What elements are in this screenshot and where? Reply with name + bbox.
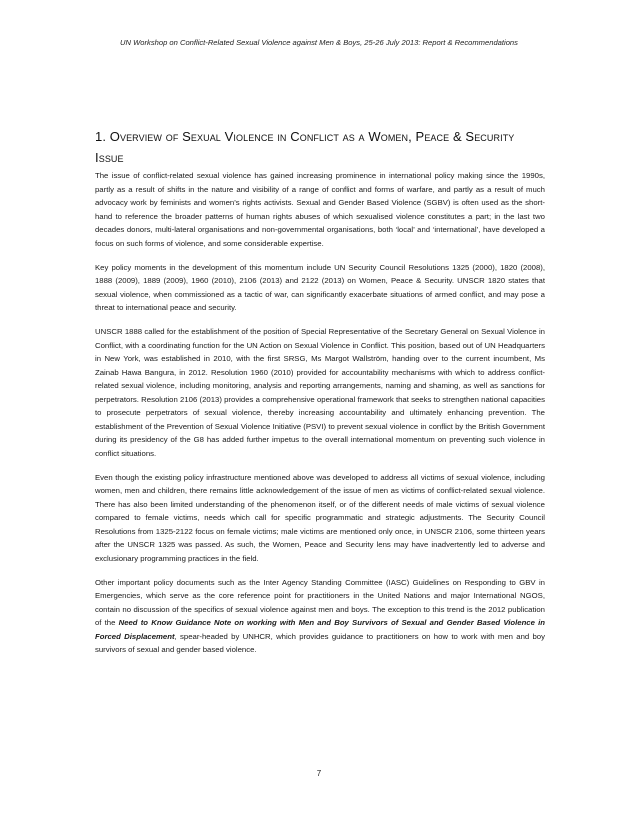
paragraph-unscr-1888: UNSCR 1888 called for the establishment of the position of Special Representative of the Secretary General on Sexual Violence in Conflict, with a coordinating function for the UN Action on Sexual Violence in Conflict. This position, based out of UN Headquarters in New York, was established in 2010, with the first SRSG, Ms Margot Wallström, handing over to the current incumbent, Ms Zainab Hawa Bangura, in 2012. Resolution 1960 (2010) provided for accountability mechanisms with which to address conflict-related sexual violence, including monitoring, analysis and reporting arrangements, naming and shaming, as well as sanctions for perpetrators. Resolution 2106 (2013) provides a comprehensive operational framework that seeks to strengthen national capacities to prosecute perpetrators of sexual violence, thereby increasing accountability and ultimately enhancing prevention. The establishment of the Prevention of Sexual Violence Initiative (PSVI) to prevent sexual violence in conflict by the British Government during its presidency of the G8 has added further impetus to the overall international momentum on preventing such violence in conflict situations.: [95, 327, 545, 458]
page-number: 7: [316, 769, 322, 778]
guidance-note-title: Need to Know Guidance Note on working with Men and Boy Survivors of Sexual and Gender Based Violence in Forced Displacement: [95, 618, 545, 641]
body-text: [95, 169, 545, 667]
running-header: UN Workshop on Conflict-Related Sexual Violence against Men & Boys, 25-26 July 2013: Report & Recommendations: [120, 38, 518, 47]
paragraph-other-documents: [95, 576, 545, 657]
paragraph-text-before: Other important policy documents such as the Inter Agency Standing Committee (IASC) Guidelines on Responding to GBV in Emergencies, which serve as the core reference point for practitioners in the United Nations and major International NGOS, contain no discussion of the specifics of sexual violence against men and boys. The exception to this trend is the 2012 publication of the: [95, 577, 545, 627]
paragraph-text-after: , spear-headed by UNHCR, which provides guidance to practitioners on how to work with men and boy survivors of sexual and gender based violence.: [95, 631, 545, 654]
section-heading: 1. Overview of Sexual Violence in Conflict as a Women, Peace & Security Issue: [95, 129, 515, 165]
paragraph-policy-moments: Key policy moments in the development of this momentum include UN Security Council Resolutions 1325 (2000), 1820 (2008), 1888 (2009), 1889 (2009), 1960 (2010), 2106 (2013) and 2122 (2013) on Women, Peace & Security. UNSCR 1820 states that sexual violence, when commissioned as a tactic of war, can significantly exacerbate situations of armed conflict, and may pose a threat to international peace and security.: [95, 262, 545, 312]
paragraph-male-victims: Even though the existing policy infrastructure mentioned above was developed to address all victims of sexual violence, including women, men and children, there remains little acknowledgement of the issue of men as victims of conflict-related sexual violence. There has also been limited understanding of the phenomenon itself, or of the different needs of male victims of sexual violence compared to female victims, needs which call for specific programmatic and strategic adjustments. The Security Council Resolutions from 1325-2122 focus on female victims; male victims are mentioned only once, in UNSCR 2106, some thirteen years after the UNSCR 1325 was passed. As such, the Women, Peace and Security lens may have inadvertently led to adverse and exclusionary programming practices in the field.: [95, 472, 545, 563]
paragraph-intro: The issue of conflict-related sexual violence has gained increasing prominence in international policy making since the 1990s, partly as a result of shifts in the nature and visibility of a range of conflict and forms of warfare, and partly as a result of much advocacy work by feminists and women’s rights activists. Sexual and Gender Based Violence (SGBV) is often used as the short-hand to reference the broader patterns of human rights abuses of which sexualised violence constitutes a part; in the last two decades donors, multi-lateral organisations and non-governmental organisations, both ‘local’ and ‘international’, have developed a focus on such forms of violence, and some considerable expertise.: [95, 171, 545, 248]
